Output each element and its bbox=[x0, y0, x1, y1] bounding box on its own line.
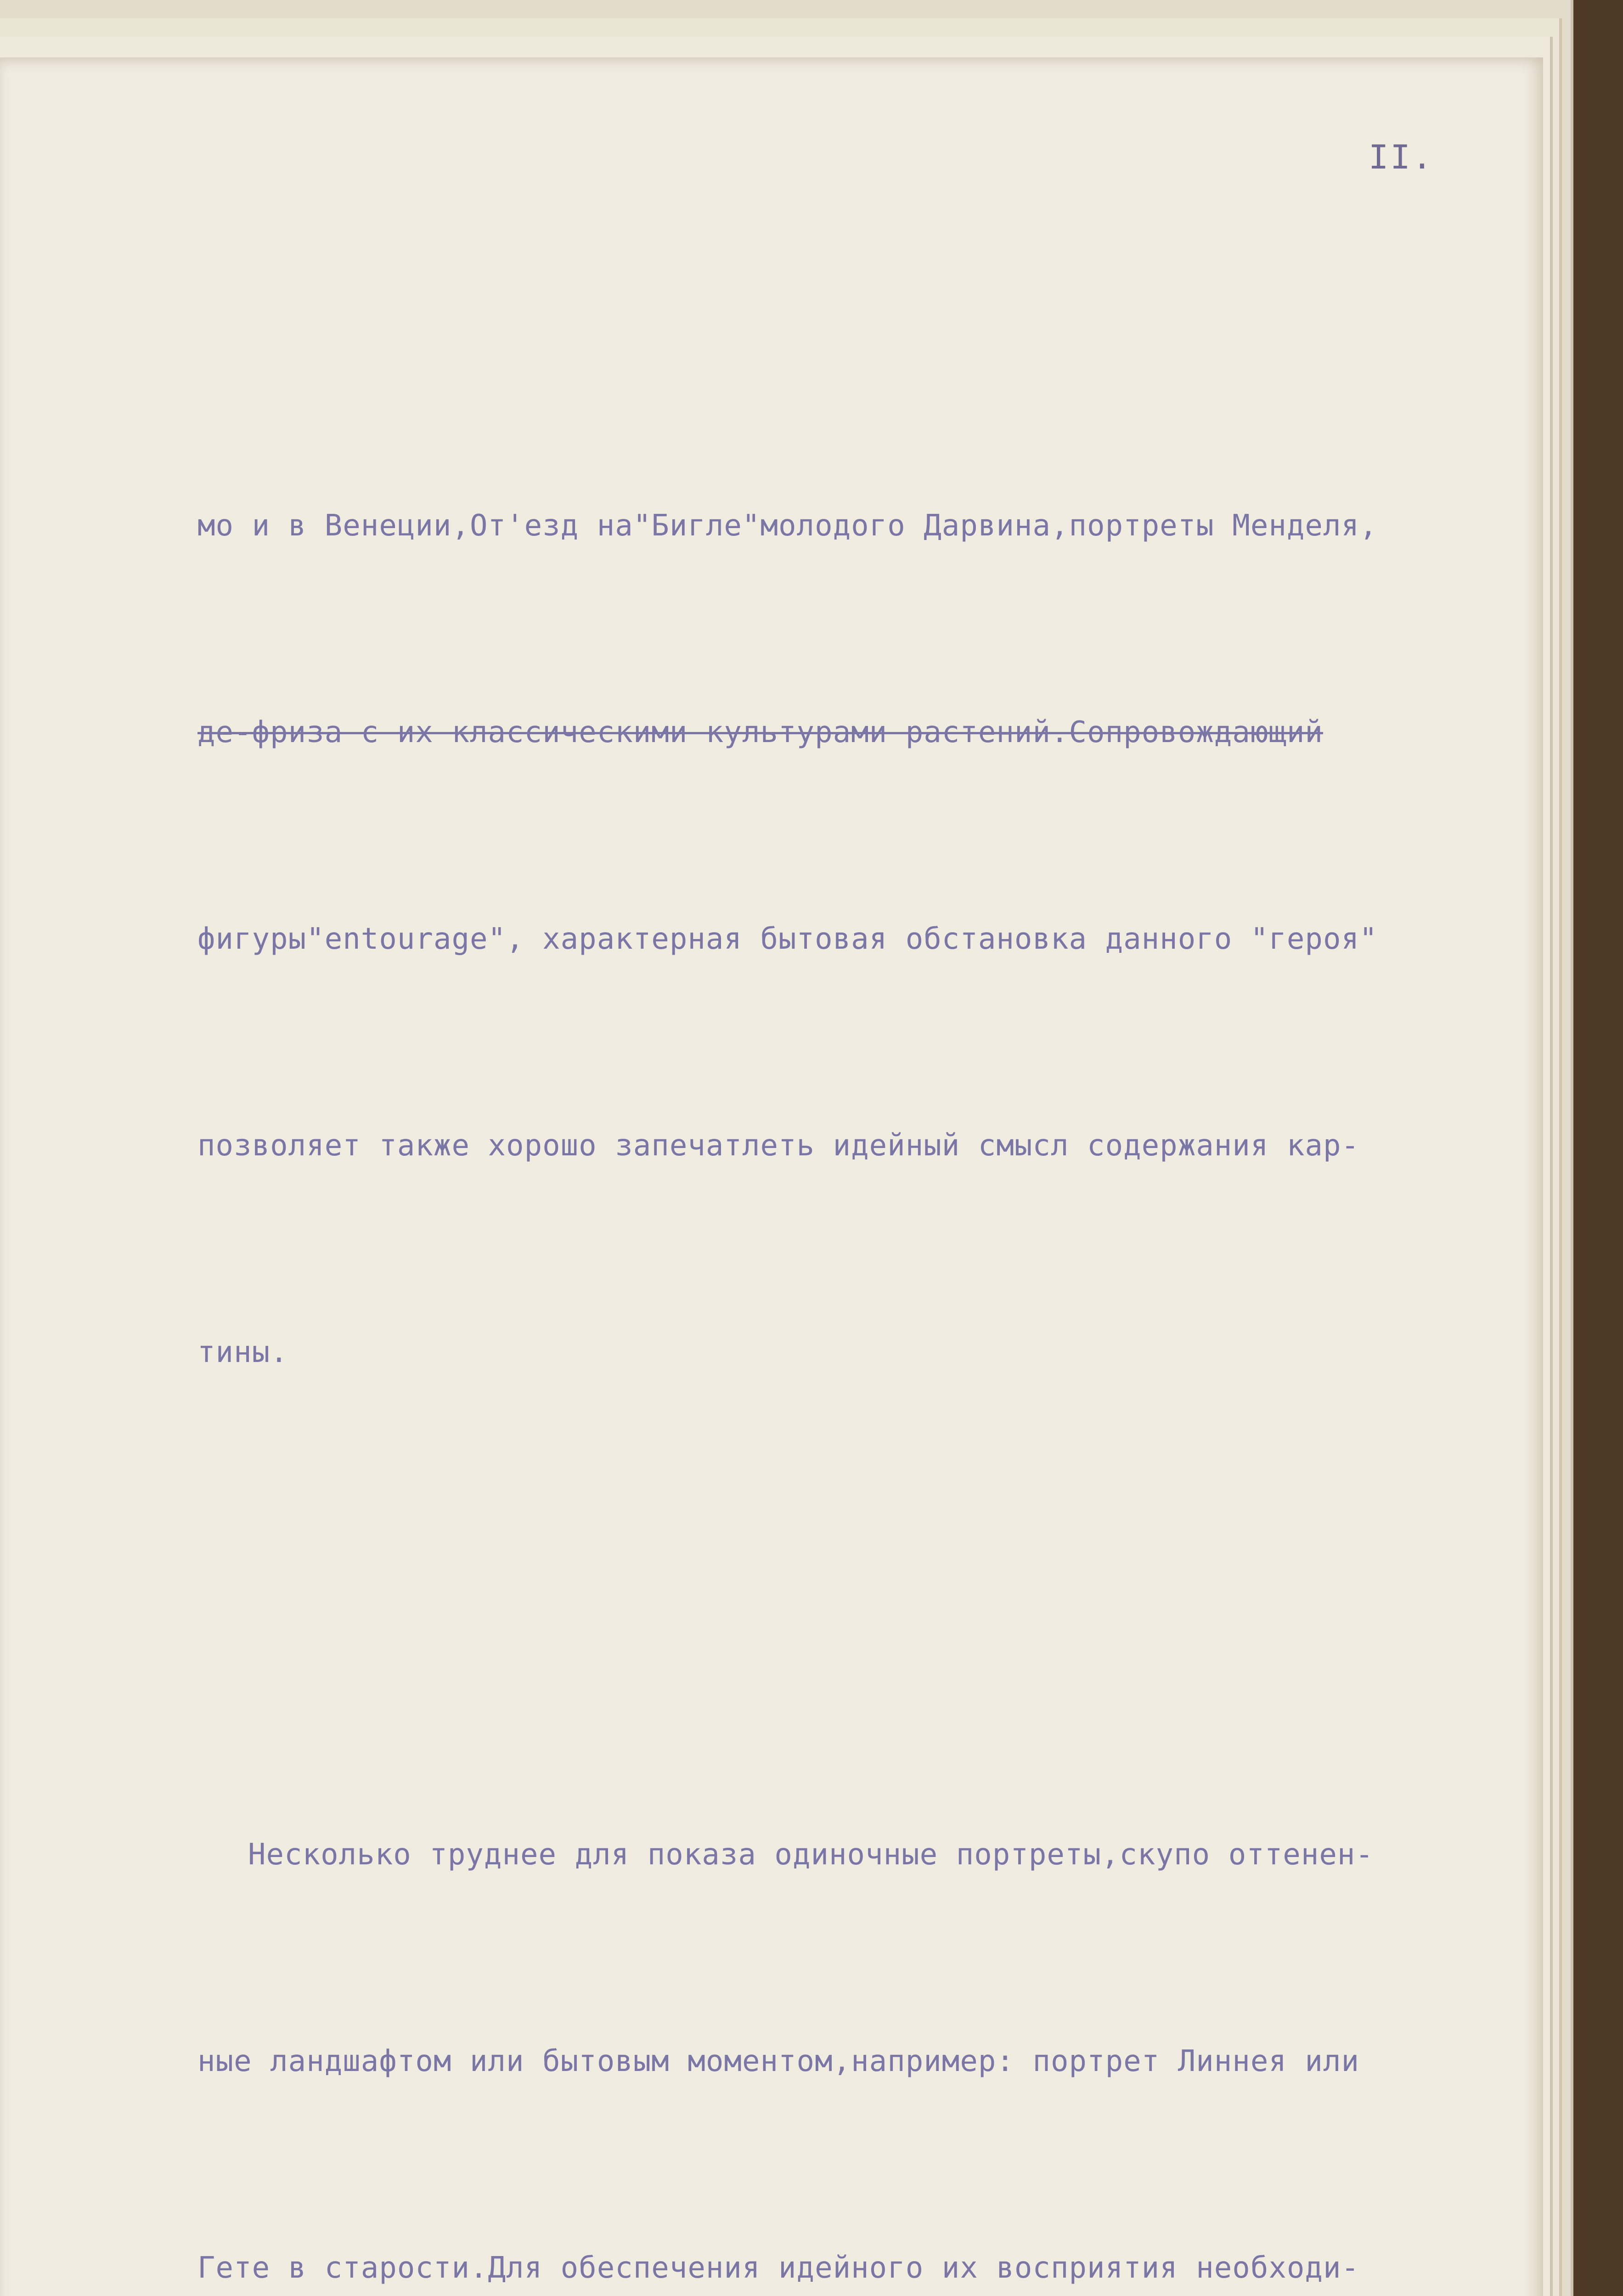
text-line: фигуры"entourage", характерная бытовая обстановка данного "героя" bbox=[197, 922, 1378, 956]
page-number: II. bbox=[1369, 138, 1434, 176]
text-line-struck: де-фриза с их классическими культурами растений.Сопровождающий bbox=[197, 715, 1323, 749]
document-body bbox=[197, 216, 1529, 2296]
text-line: позволяет также хорошо запечатлеть идейный смысл содержания кар- bbox=[197, 1129, 1359, 1163]
text-line: Гете в старости.Для обеспечения идейного их восприятия необходи- bbox=[197, 2251, 1359, 2285]
paragraph bbox=[197, 1683, 1529, 2296]
text-line: ные ландшафтом или бытовым моментом,например: портрет Линнея или bbox=[197, 2044, 1359, 2078]
text-line: Несколько труднее для показа одиночные портреты,скупо оттенен- bbox=[248, 1838, 1374, 1872]
text-line: мо и в Венеции,От'езд на"Бигле"молодого Дарвина,портреты Менделя, bbox=[197, 509, 1378, 543]
text-line: тины. bbox=[197, 1335, 288, 1369]
paragraph bbox=[197, 354, 1529, 1525]
